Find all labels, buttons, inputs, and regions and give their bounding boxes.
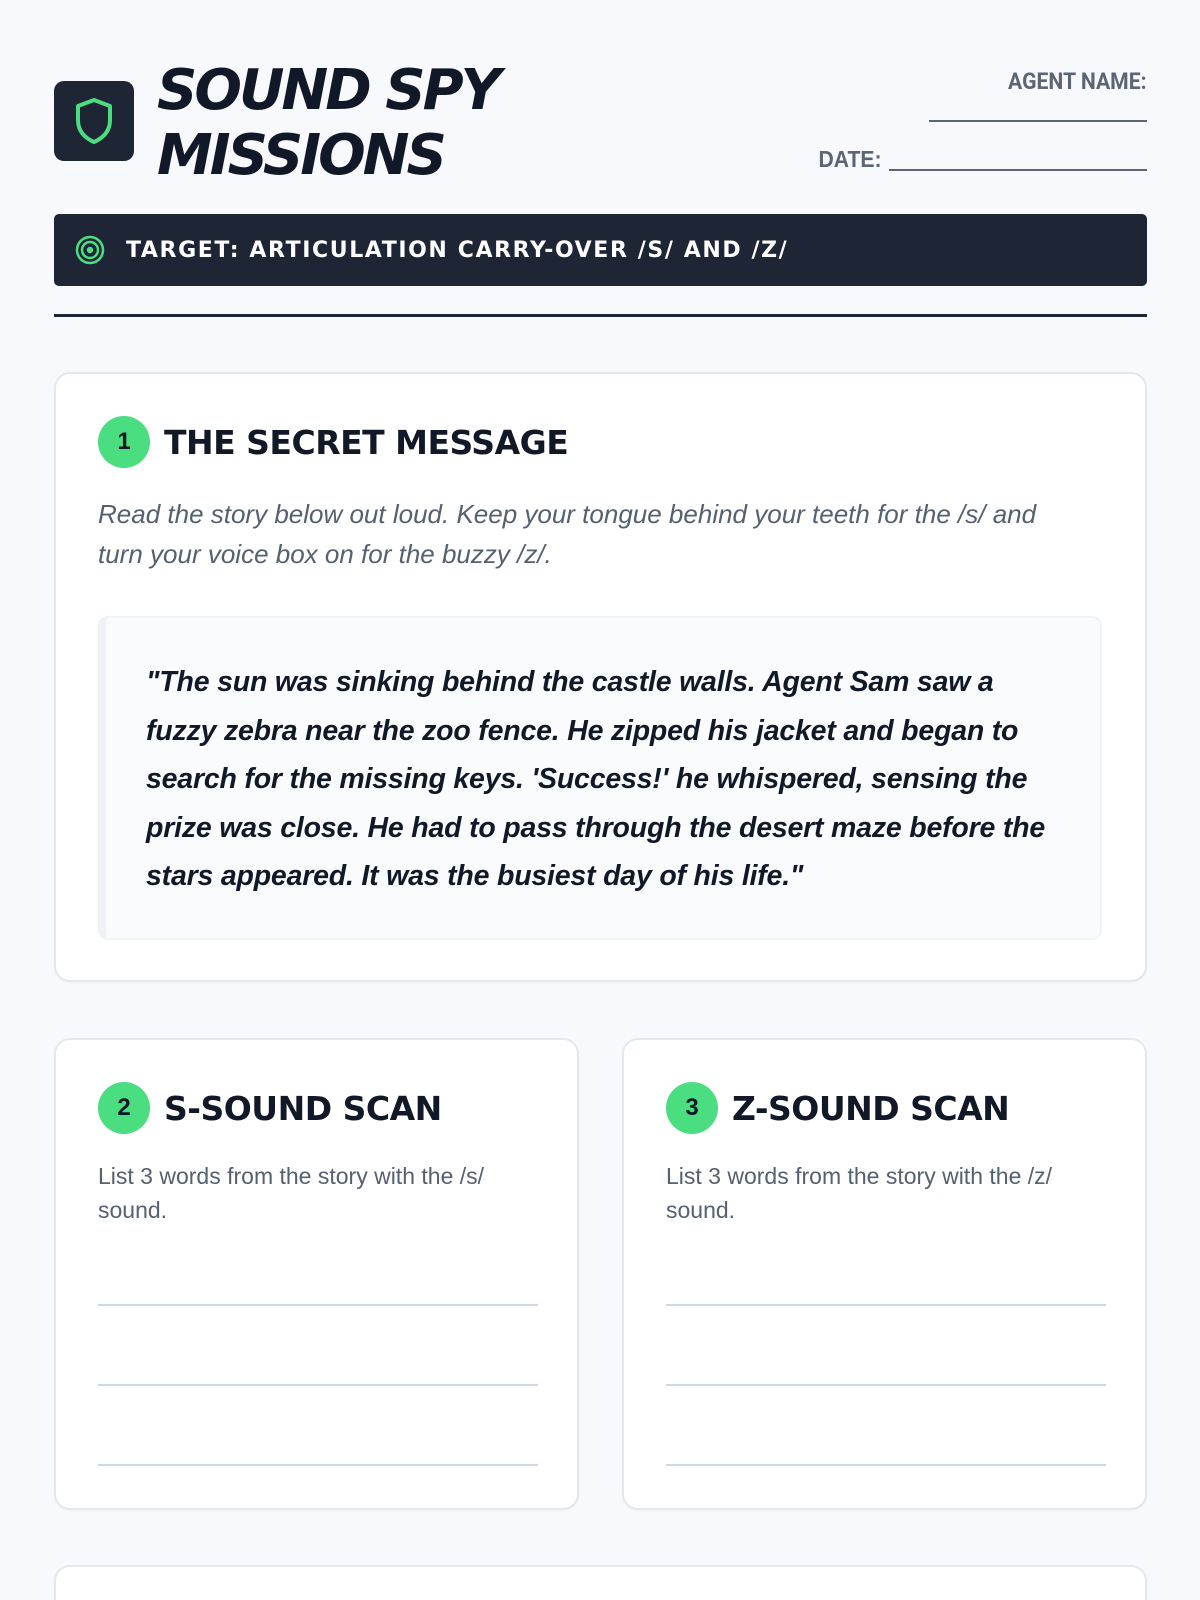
answer-line[interactable] [98,1464,538,1466]
shield-icon [72,96,116,146]
step-number-badge: 3 [666,1082,718,1134]
s-sound-scan-card [54,1038,579,1510]
answer-line[interactable] [666,1464,1106,1466]
title-line-2: MISSIONS [157,123,444,188]
step-number-badge: 2 [98,1082,150,1134]
next-section-card [54,1565,1147,1600]
page-title [157,58,498,188]
agent-name-label: AGENT NAME: [1008,68,1147,95]
answer-line[interactable] [98,1384,538,1386]
section-header [666,1082,1009,1134]
scan-description: List 3 words from the story with the /z/ sound. [666,1163,1053,1223]
step-number-badge: 1 [98,416,150,468]
secret-message-card [54,372,1147,982]
story-box [98,616,1102,940]
instructions-text: Read the story below out loud. Keep your tongue behind your teeth for the /s/ and turn your voice box on for the buzzy /z/. [98,499,1037,569]
answer-line[interactable] [666,1304,1106,1306]
section-header [98,1082,442,1134]
section-title: S-SOUND SCAN [164,1088,442,1128]
agent-name-line[interactable] [929,120,1147,122]
target-text: TARGET: ARTICULATION CARRY-OVER /S/ AND /Z/ [126,237,789,263]
target-icon [74,234,106,266]
story-text: "The sun was sinking behind the castle walls. Agent Sam saw a fuzzy zebra near the zoo fence. He zipped his jacket and began to search for the missing keys. 'Success!' he whispered, sensing the prize was close. He had to pass through the desert maze before the stars appeared. It was the busiest day of his life." [146,666,1046,892]
section-header [98,416,568,468]
answer-line[interactable] [666,1384,1106,1386]
title-line-1: SOUND SPY [157,58,499,123]
z-sound-scan-card [622,1038,1147,1510]
target-banner [54,214,1147,286]
scan-description: List 3 words from the story with the /s/ sound. [98,1163,485,1223]
section-title: Z-SOUND SCAN [732,1088,1010,1128]
section-title: THE SECRET MESSAGE [164,422,569,462]
answer-line[interactable] [98,1304,538,1306]
header [54,58,1147,188]
header-divider [54,314,1147,317]
logo [54,81,134,161]
worksheet-page [54,0,1147,1600]
date-label: DATE: [818,146,882,172]
date-line[interactable] [889,169,1147,171]
